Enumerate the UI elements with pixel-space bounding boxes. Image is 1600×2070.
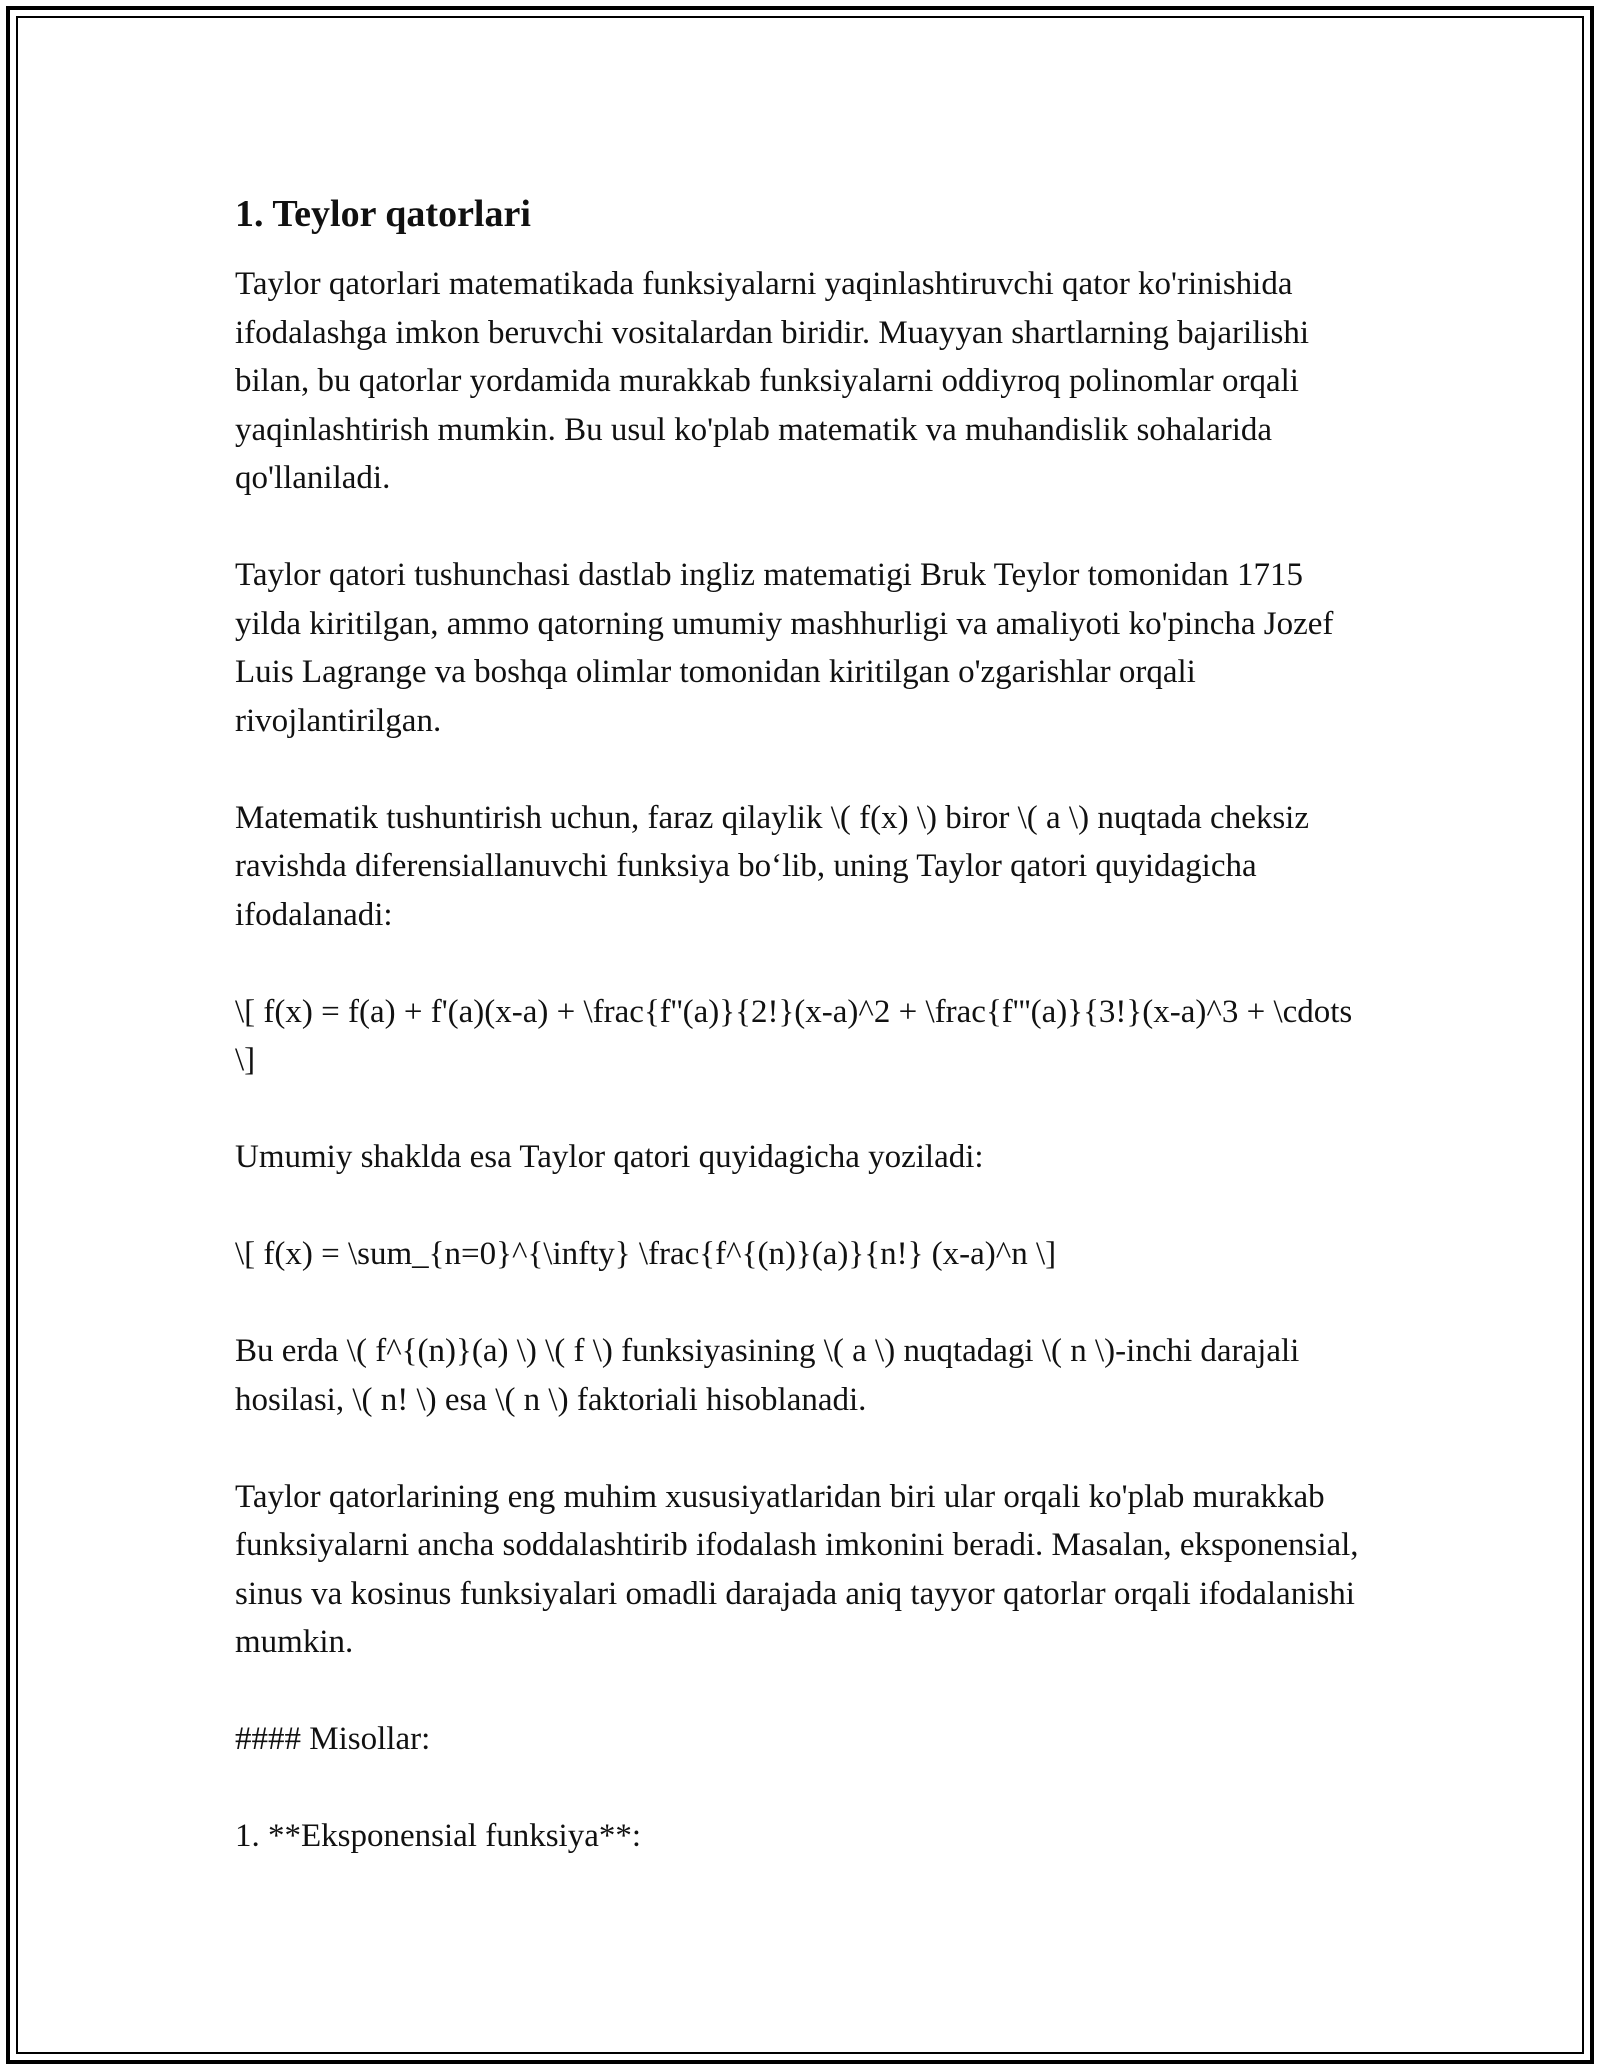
formula-expanded: \[ f(x) = f(a) + f'(a)(x-a) + \frac{f''(a)}{2!}(x-a)^2 + \frac{f'''(a)}{3!}(x-a)^3 + \cdots \] xyxy=(235,993,1353,1078)
section-heading: 1. Teylor qatorlari xyxy=(235,193,531,235)
paragraph-general-form: Umumiy shaklda esa Taylor qatori quyidagicha yoziladi: xyxy=(235,1139,984,1175)
paragraph-definition: Matematik tushuntirish uchun, faraz qilaylik \( f(x) \) biror \( a \) nuqtada cheksiz ravishda diferensiallanuvchi funksiya bo‘lib, uning Taylor qatori quyidagicha ifodalanadi: xyxy=(235,799,1309,933)
paragraph-history: Taylor qatori tushunchasi dastlab ingliz matematigi Bruk Teylor tomonidan 1715 yilda kiritilgan, ammo qatorning umumiy mashhurligi va amaliyoti ko'pincha Jozef Luis Lagrange va boshqa olimlar tomonidan kiritilgan o'zgarishlar orqali rivojlantirilgan. xyxy=(235,557,1334,739)
paragraph-intro: Taylor qatorlari matematikada funksiyalarni yaqinlashtiruvchi qator ko'rinishida ifodalashga imkon beruvchi vositalardan biridir. Muayyan shartlarning bajarilishi bilan, bu qatorlar yordamida murakkab funksiyalarni oddiyroq polinomlar orqali yaqinlashtirish mumkin. Bu usul ko'plab matematik va muhandislik sohalarida qo'llaniladi. xyxy=(235,266,1310,496)
paragraph-notation: Bu erda \( f^{(n)}(a) \) \( f \) funksiyasining \( a \) nuqtadagi \( n \)-inchi darajali hosilasi, \( n! \) esa \( n \) faktoriali hisoblanadi. xyxy=(235,1333,1300,1418)
paragraph-properties: Taylor qatorlarining eng muhim xususiyatlaridan biri ular orqali ko'plab murakkab funksiyalarni ancha soddalashtirib ifodalash imkonini beradi. Masalan, eksponensial, sinus va kosinus funksiyalari omadli darajada aniq tayyor qatorlar orqali ifodalanishi mumkin. xyxy=(235,1478,1359,1660)
example-item-exponential: 1. **Eksponensial funksiya**: xyxy=(235,1818,642,1854)
formula-sum: \[ f(x) = \sum_{n=0}^{\infty} \frac{f^{(n)}(a)}{n!} (x-a)^n \] xyxy=(235,1236,1057,1272)
document-body xyxy=(235,188,1365,1909)
examples-heading: #### Misollar: xyxy=(235,1721,431,1757)
